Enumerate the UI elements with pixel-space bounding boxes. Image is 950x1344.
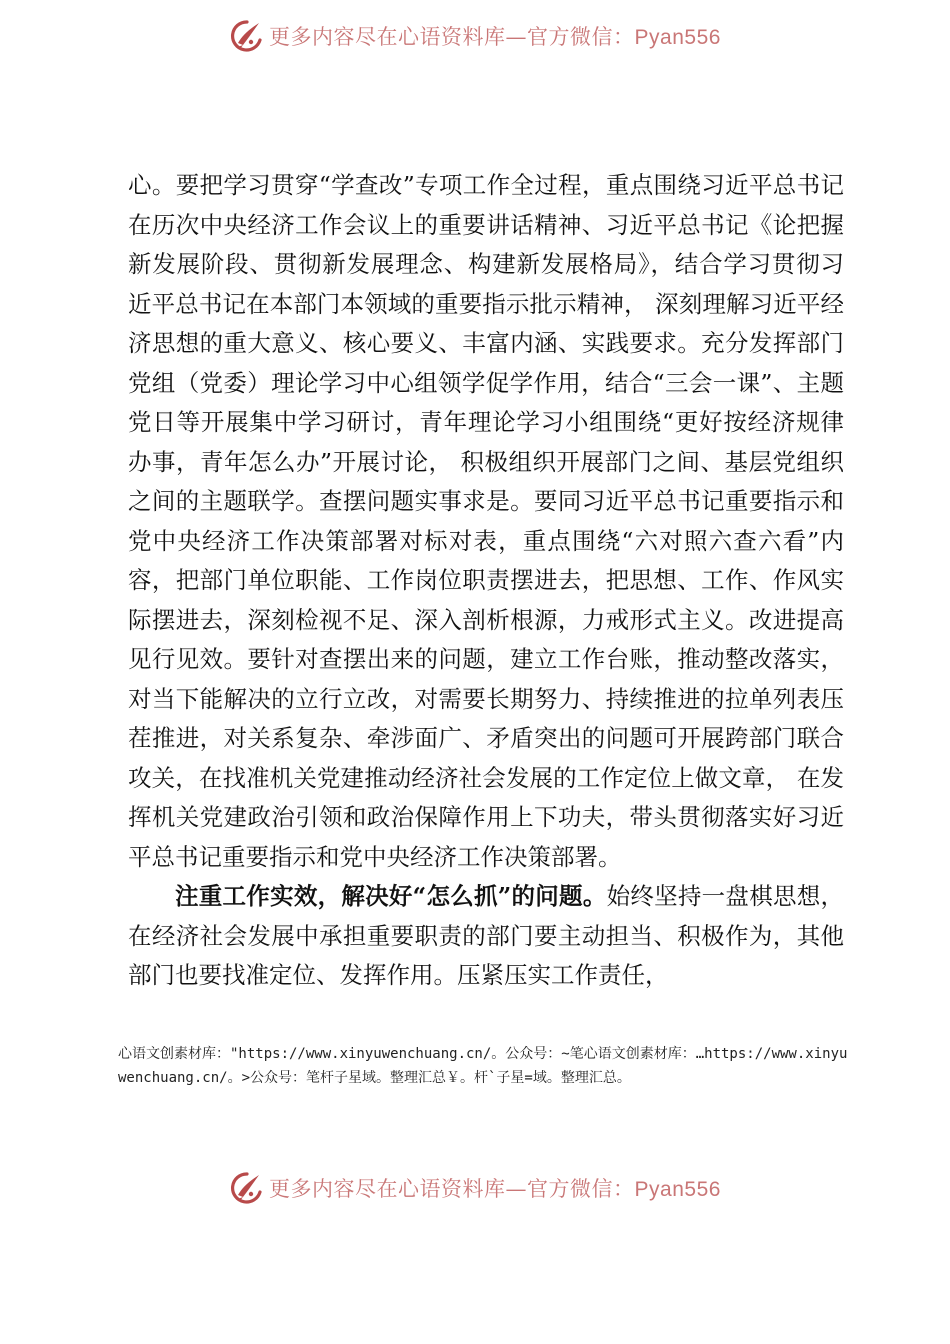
body-paragraph-1: 心。要把学习贯穿“学查改”专项工作全过程，重点围绕习近平总书记在历次中央经济工作会议上的重要讲话精神、习近平总书记《论把握新发展阶段、贯彻新发展理念、构建新发展格局》，结合学习贯彻习近平总书记在本部门本领域的重要指示批示精神， 深刻理解习近平经济思想的重大意义、核心要义、丰富内涵、实践要求。充分发挥部门党组（党委）理论学习中心组领学促学作用，结合“三会一课”、主题党日等开展集中学习研讨，青年理论学习小组围绕“更好按经济规律办事，青年怎么办”开展讨论， 积极组织开展部门之间、基层党组织之间的主题联学。查摆问题实事求是。要同习近平总书记重要指示和党中央经济工作决策部署对标对表，重点围绕“六对照六查六看”内容，把部门单位职能、工作岗位职责摆进去，把思想、工作、作风实际摆进去，深刻检视不足、深入剖析根源，力戒形式主义。改进提高见行见效。要针对查摆出来的问题，建立工作台账，推动整改落实，对当下能解决的立行立改，对需要长期努力、持续推进的拉单列表压茬推进，对关系复杂、牵涉面广、矛盾突出的问题可开展跨部门联合攻关，在找准机关党建推动经济社会发展的工作定位上做文章， 在发挥机关党建政治引领和政治保障作用上下功夫，带头贯彻落实好习近平总书记重要指示和党中央经济工作决策部署。 [128, 171, 844, 871]
header-banner-cn: 更多内容尽在心语资料库—官方微信： [269, 25, 635, 49]
footer-banner-text [269, 1173, 721, 1203]
paragraph-2-lead-heading: 注重工作实效，解决好“怎么抓”的问题。 [175, 882, 607, 910]
body-paragraph-2 [128, 877, 844, 996]
header-banner-text [269, 21, 721, 51]
source-footnote: 心语文创素材库："https://www.xinyuwenchuang.cn/。公众号：~笔心语文创素材库：…https://www.xinyuwenchuang.cn/。>公众号：笔杆子星域。整理汇总￥。杆`子星=域。整理汇总。 [118, 1046, 848, 1086]
paragraph-2-text: 始终坚持一盘棋思想，在经济社会发展中承担重要职责的部门要主动担当、积极作为，其他部门也要找准定位、发挥作用。压紧压实工作责任， [128, 882, 844, 989]
footer-banner-wechat: Pyan556 [634, 1178, 721, 1201]
document-body [128, 166, 844, 996]
header-banner [0, 16, 950, 56]
brush-circle-logo-icon [229, 1170, 265, 1206]
brush-circle-logo-icon [229, 18, 265, 54]
header-banner-wechat: Pyan556 [634, 26, 721, 49]
footer-banner [0, 1168, 950, 1208]
footer-banner-cn: 更多内容尽在心语资料库—官方微信： [269, 1177, 635, 1201]
